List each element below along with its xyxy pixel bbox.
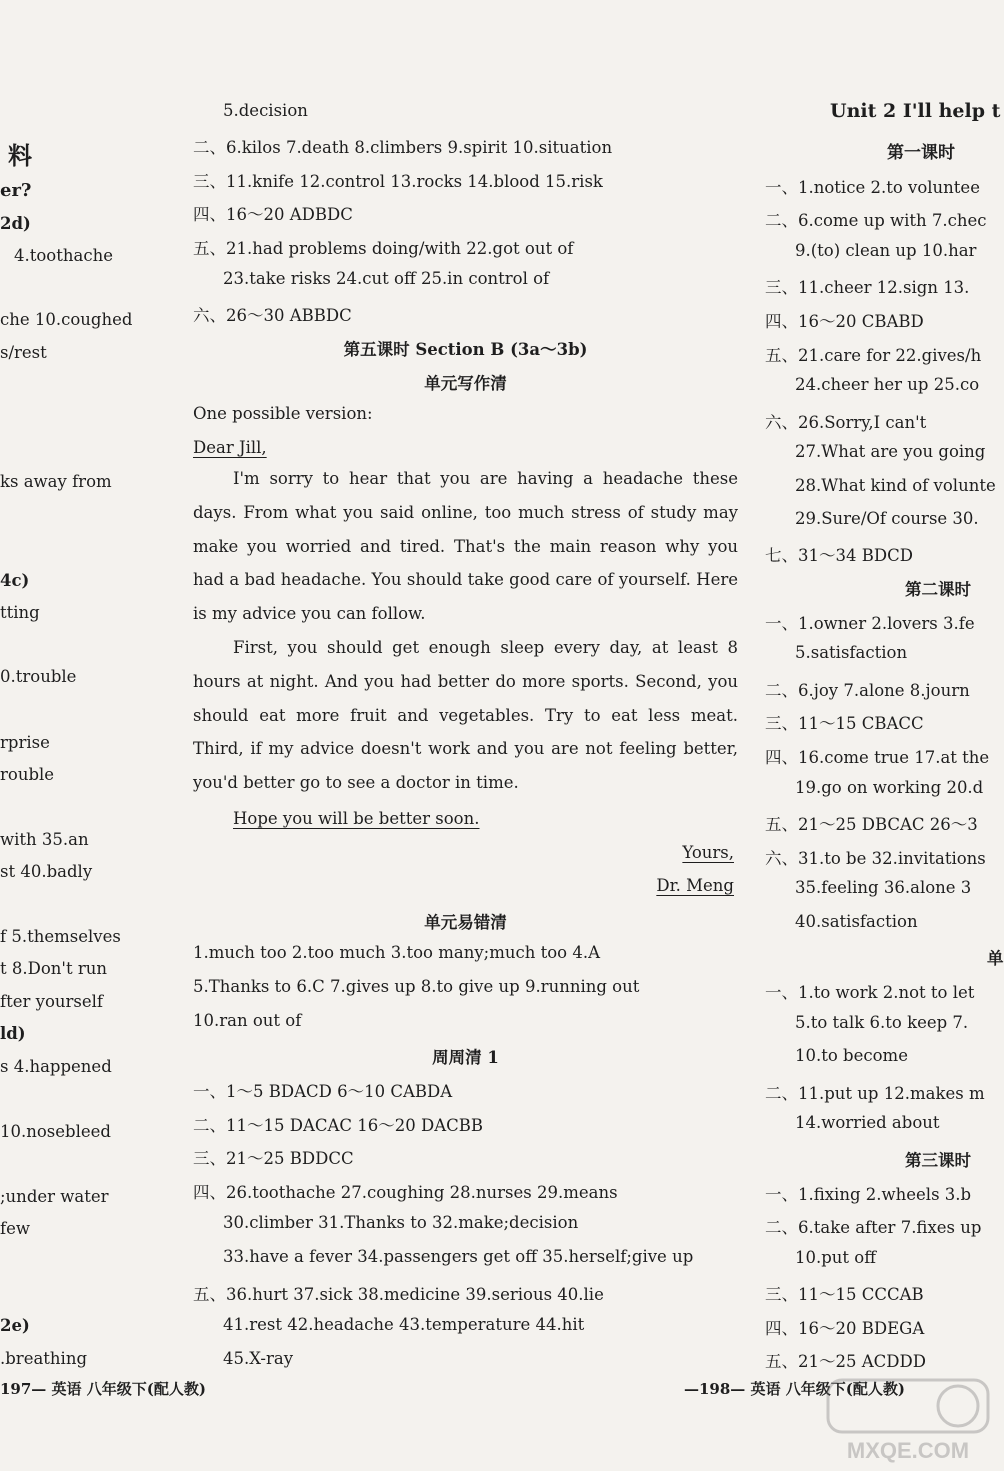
- letter-greeting: Dear Jill,: [193, 438, 267, 457]
- answer-line: 5.satisfaction: [795, 643, 908, 662]
- left-line: few: [0, 1219, 30, 1238]
- answer-line: 14.worried about: [795, 1113, 940, 1132]
- left-line: ld): [0, 1024, 26, 1043]
- answer-line: 四、16～20 CBABD: [765, 312, 924, 331]
- left-line: rprise: [0, 733, 50, 752]
- answer-line: 六、26.Sorry,I can't: [765, 413, 927, 432]
- left-line: 4.toothache: [14, 246, 113, 265]
- answer-line: 五、36.hurt 37.sick 38.medicine 39.serious 40.lie: [193, 1285, 604, 1304]
- answer-line: 45.X-ray: [223, 1349, 294, 1368]
- answer-line: 二、6.joy 7.alone 8.journ: [765, 681, 970, 700]
- answer-line: 一、1.owner 2.lovers 3.fe: [765, 614, 975, 633]
- answer-line: 5.to talk 6.to keep 7.: [795, 1013, 969, 1032]
- left-line: che 10.coughed: [0, 310, 133, 329]
- left-line: st 40.badly: [0, 862, 93, 881]
- answer-line: 四、16～20 ADBDC: [193, 205, 353, 224]
- left-line: with 35.an: [0, 830, 89, 849]
- left-line: 0.trouble: [0, 667, 77, 686]
- unit-title: Unit 2 I'll help t: [830, 100, 1001, 122]
- answer-line: 10.to become: [795, 1046, 908, 1065]
- left-line: f 5.themselves: [0, 927, 121, 946]
- answer-line: 10.ran out of: [193, 1011, 302, 1030]
- answer-line: 三、11～15 CBACC: [765, 714, 924, 733]
- answer-line: 28.What kind of volunte: [795, 476, 996, 495]
- answer-line: 七、31～34 BDCD: [765, 546, 913, 565]
- watermark-text: MXQE.COM: [846, 1438, 970, 1463]
- mistakes-heading: 单元易错清: [424, 913, 507, 932]
- letter-sign-off: Yours,: [682, 843, 734, 862]
- left-line: fter yourself: [0, 992, 104, 1011]
- weekly-heading: 周周清 1: [432, 1048, 499, 1067]
- left-line: s 4.happened: [0, 1057, 112, 1076]
- answer-line: 二、11～15 DACAC 16～20 DACBB: [193, 1116, 484, 1135]
- left-line: 10.nosebleed: [0, 1122, 111, 1141]
- answer-line: 五、21.care for 22.gives/h: [765, 346, 982, 365]
- answer-line: 9.(to) clean up 10.har: [795, 241, 977, 260]
- answer-line: 四、26.toothache 27.coughing 28.nurses 29.means: [193, 1183, 618, 1202]
- answer-line: 二、6.kilos 7.death 8.climbers 9.spirit 10.situation: [193, 138, 613, 157]
- answer-line: 三、11.cheer 12.sign 13.: [765, 278, 970, 297]
- answer-line: 一、1.to work 2.not to let: [765, 983, 975, 1002]
- footer-middle: —198— 英语 八年级下(配人教): [684, 1380, 905, 1398]
- lesson3-heading: 第三课时: [905, 1151, 971, 1170]
- answer-line: 四、16～20 BDEGA: [765, 1319, 925, 1338]
- letter-signature: Dr. Meng: [656, 876, 734, 895]
- answer-line: 五、21～25 ACDDD: [765, 1352, 926, 1371]
- answer-line: 六、26～30 ABBDC: [193, 306, 352, 325]
- letter-closing: Hope you will be better soon.: [233, 809, 480, 828]
- footer-left: 197— 英语 八年级下(配人教): [0, 1380, 206, 1398]
- answer-line: 一、1～5 BDACD 6～10 CABDA: [193, 1082, 453, 1101]
- version-label: One possible version:: [193, 404, 373, 423]
- answer-line: 二、6.come up with 7.chec: [765, 211, 987, 230]
- answer-line: 三、11～15 CCCAB: [765, 1285, 924, 1304]
- answer-line: 五、21.had problems doing/with 22.got out of: [193, 239, 574, 258]
- answer-line: 30.climber 31.Thanks to 32.make;decision: [223, 1213, 579, 1232]
- left-line: ;under water: [0, 1187, 109, 1206]
- answer-line: 19.go on working 20.d: [795, 778, 984, 797]
- answer-line: 33.have a fever 34.passengers get off 35.herself;give up: [223, 1247, 694, 1266]
- lesson-title: 第五课时 Section B (3a～3b): [343, 340, 588, 359]
- answer-line: 27.What are you going: [795, 442, 986, 461]
- answer-line: 一、1.fixing 2.wheels 3.b: [765, 1185, 972, 1204]
- answer-line: 40.satisfaction: [795, 912, 918, 931]
- left-line: rouble: [0, 765, 55, 784]
- answer-line: 六、31.to be 32.invitations: [765, 849, 986, 868]
- left-line: tting: [0, 603, 40, 622]
- lesson1-heading: 第一课时: [887, 143, 955, 163]
- watermark-logo: [818, 1372, 998, 1467]
- answer-line: 一、1.notice 2.to voluntee: [765, 178, 980, 197]
- lesson2-heading: 第二课时: [905, 580, 971, 599]
- left-line: 2d): [0, 214, 31, 233]
- answer-line: 三、11.knife 12.control 13.rocks 14.blood 15.risk: [193, 172, 603, 191]
- letter-paragraph-1: I'm sorry to hear that you are having a headache these days. From what you said online, too much stress of study may make you worried and tired. That's the main reason why you had a bad headache. You should take good care of yourself. Here is my advice you can follow.: [193, 469, 738, 624]
- unit-heading-partial: 单: [987, 949, 1004, 968]
- left-line: t 8.Don't run: [0, 959, 107, 978]
- answer-line: 五、21～25 DBCAC 26～3: [765, 815, 978, 834]
- answer-line: 四、16.come true 17.at the: [765, 748, 990, 767]
- left-heading: 料: [8, 141, 32, 170]
- left-line: er?: [0, 180, 32, 201]
- answer-line: 二、11.put up 12.makes m: [765, 1084, 985, 1103]
- left-line: .breathing: [0, 1349, 88, 1368]
- answer-line: 24.cheer her up 25.co: [795, 375, 980, 394]
- answer-line: 1.much too 2.too much 3.too many;much too 4.A: [193, 943, 601, 962]
- answer-line: 29.Sure/Of course 30.: [795, 509, 979, 528]
- answer-line: 二、6.take after 7.fixes up: [765, 1218, 982, 1237]
- answer-line: 三、21～25 BDDCC: [193, 1149, 354, 1168]
- answer-line: 35.feeling 36.alone 3: [795, 878, 972, 897]
- left-line: s/rest: [0, 343, 47, 362]
- answer-line: 5.Thanks to 6.C 7.gives up 8.to give up 9.running out: [193, 977, 640, 996]
- writing-heading: 单元写作清: [424, 374, 507, 393]
- answer-line: 41.rest 42.headache 43.temperature 44.hit: [223, 1315, 585, 1334]
- left-line: 2e): [0, 1316, 30, 1335]
- left-line: ks away from: [0, 472, 112, 491]
- answer-line: 23.take risks 24.cut off 25.in control of: [223, 269, 550, 288]
- answer-line: 5.decision: [223, 101, 308, 120]
- answer-line: 10.put off: [795, 1248, 876, 1267]
- letter-paragraph-2: First, you should get enough sleep every day, at least 8 hours at night. And you had better do more sports. Second, you should eat more fruit and vegetables. Try to eat less meat. Third, if my advice doesn't work and you are not feeling better, you'd better go to see a doctor in time.: [193, 638, 738, 793]
- left-line: 4c): [0, 571, 30, 590]
